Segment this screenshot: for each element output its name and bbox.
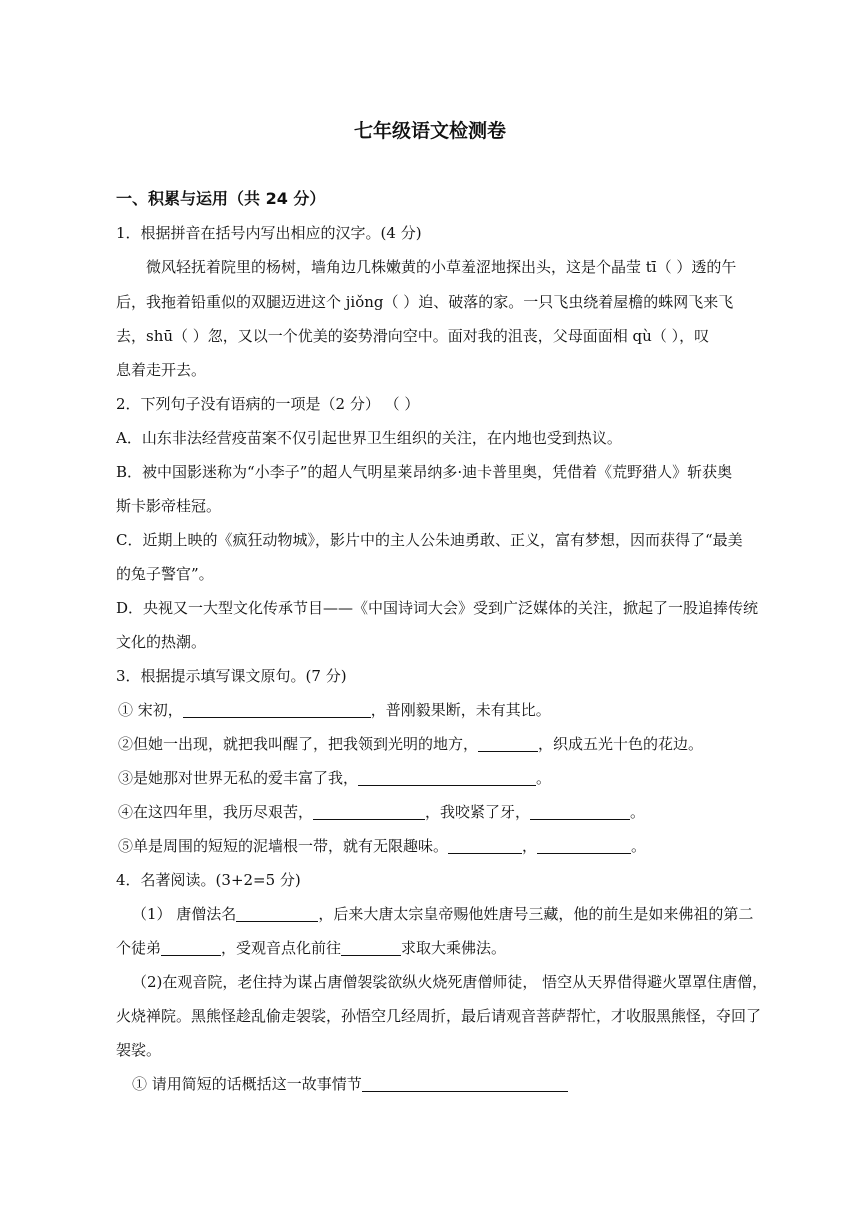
answer-blank[interactable] bbox=[183, 701, 371, 718]
q2-option-c: C．近期上映的《疯狂动物城》，影片中的主人公朱迪勇敢、正义，富有梦想，因而获得了“最美 bbox=[116, 531, 743, 549]
q2-option-c-cont: 的兔子警官”。 bbox=[116, 565, 214, 583]
q2-stem: 2．下列句子没有语病的一项是（2 分） （ ） bbox=[116, 395, 420, 413]
answer-blank[interactable] bbox=[362, 1075, 568, 1092]
q2-option-b: B．被中国影迷称为“小李子”的超人气明星莱昂纳多·迪卡普里奥，凭借着《荒野猎人》斩获奥 bbox=[116, 463, 733, 481]
q3-item-2: ②但她一出现，就把我叫醒了，把我领到光明的地方， ，织成五光十色的花边。 bbox=[118, 735, 704, 753]
q4-part-1-cont: 个徒弟 ，受观音点化前往 求取大乘佛法。 bbox=[116, 939, 507, 957]
q1-stem: 1．根据拼音在括号内写出相应的汉字。(4 分) bbox=[116, 224, 422, 242]
page-title: 七年级语文检测卷 bbox=[353, 120, 506, 142]
q1-paragraph-line: 后，我拖着铅重似的双腿迈进这个 jiǒng（ ）迫、破落的家。一只飞虫绕着屋檐的蛛网飞来飞 bbox=[116, 293, 734, 311]
answer-blank[interactable] bbox=[313, 803, 425, 820]
q3-stem: 3．根据提示填写课文原句。(7 分) bbox=[116, 667, 347, 685]
q4-part-2-cont: 袈裟。 bbox=[116, 1041, 162, 1059]
answer-blank[interactable] bbox=[530, 803, 630, 820]
q2-option-a: A．山东非法经营疫苗案不仅引起世界卫生组织的关注，在内地也受到热议。 bbox=[116, 429, 622, 447]
answer-blank[interactable] bbox=[478, 735, 538, 752]
answer-blank[interactable] bbox=[161, 939, 221, 956]
section-heading: 一、积累与运用（共 24 分） bbox=[116, 189, 326, 208]
q3-item-3: ③是她那对世界无私的爱丰富了我， 。 bbox=[118, 769, 552, 787]
q4-subquestion-1: ① 请用简短的话概括这一故事情节 bbox=[132, 1074, 568, 1094]
q2-option-d: D．央视又一大型文化传承节目——《中国诗词大会》受到广泛媒体的关注，掀起了一股追捧传统 bbox=[116, 599, 759, 617]
answer-blank[interactable] bbox=[358, 769, 536, 786]
answer-blank[interactable] bbox=[537, 837, 631, 854]
q4-part-2-cont: 火烧禅院。黑熊怪趁乱偷走袈裟，孙悟空几经周折，最后请观音菩萨帮忙，才收服黑熊怪，夺回了 bbox=[116, 1007, 762, 1025]
q4-part-2: （2)在观音院，老住持为谋占唐僧袈裟欲纵火烧死唐僧师徒， 悟空从天界借得避火罩罩住唐僧， bbox=[132, 973, 768, 991]
q2-option-d-cont: 文化的热潮。 bbox=[116, 633, 207, 651]
q2-option-b-cont: 斯卡影帝桂冠。 bbox=[116, 497, 222, 515]
q4-stem: 4．名著阅读。(3+2=5 分) bbox=[116, 871, 301, 889]
q3-item-5: ⑤单是周围的短短的泥墙根一带，就有无限趣味。 ， 。 bbox=[118, 837, 647, 855]
q1-paragraph-line: 微风轻抚着院里的杨树，墙角边几株嫩黄的小草羞涩地探出头，这是个晶莹 tī（ ）透的午 bbox=[146, 258, 737, 276]
q4-part-1: （1） 唐僧法名 ，后来大唐太宗皇帝赐他姓唐号三藏，他的前生是如来佛祖的第二 bbox=[132, 905, 754, 923]
answer-blank[interactable] bbox=[236, 905, 318, 922]
answer-blank[interactable] bbox=[341, 939, 401, 956]
q1-paragraph-line: 去，shū（ ）忽，又以一个优美的姿势滑向空中。面对我的沮丧，父母面面相 qù（ ），叹 bbox=[116, 327, 710, 345]
answer-blank[interactable] bbox=[448, 837, 522, 854]
q3-item-4: ④在这四年里，我历尽艰苦， ，我咬紧了牙， 。 bbox=[118, 803, 646, 821]
q1-paragraph-line: 息着走开去。 bbox=[116, 361, 207, 379]
q3-item-1: ① 宋初， ，普刚毅果断，未有其比。 bbox=[118, 701, 551, 719]
